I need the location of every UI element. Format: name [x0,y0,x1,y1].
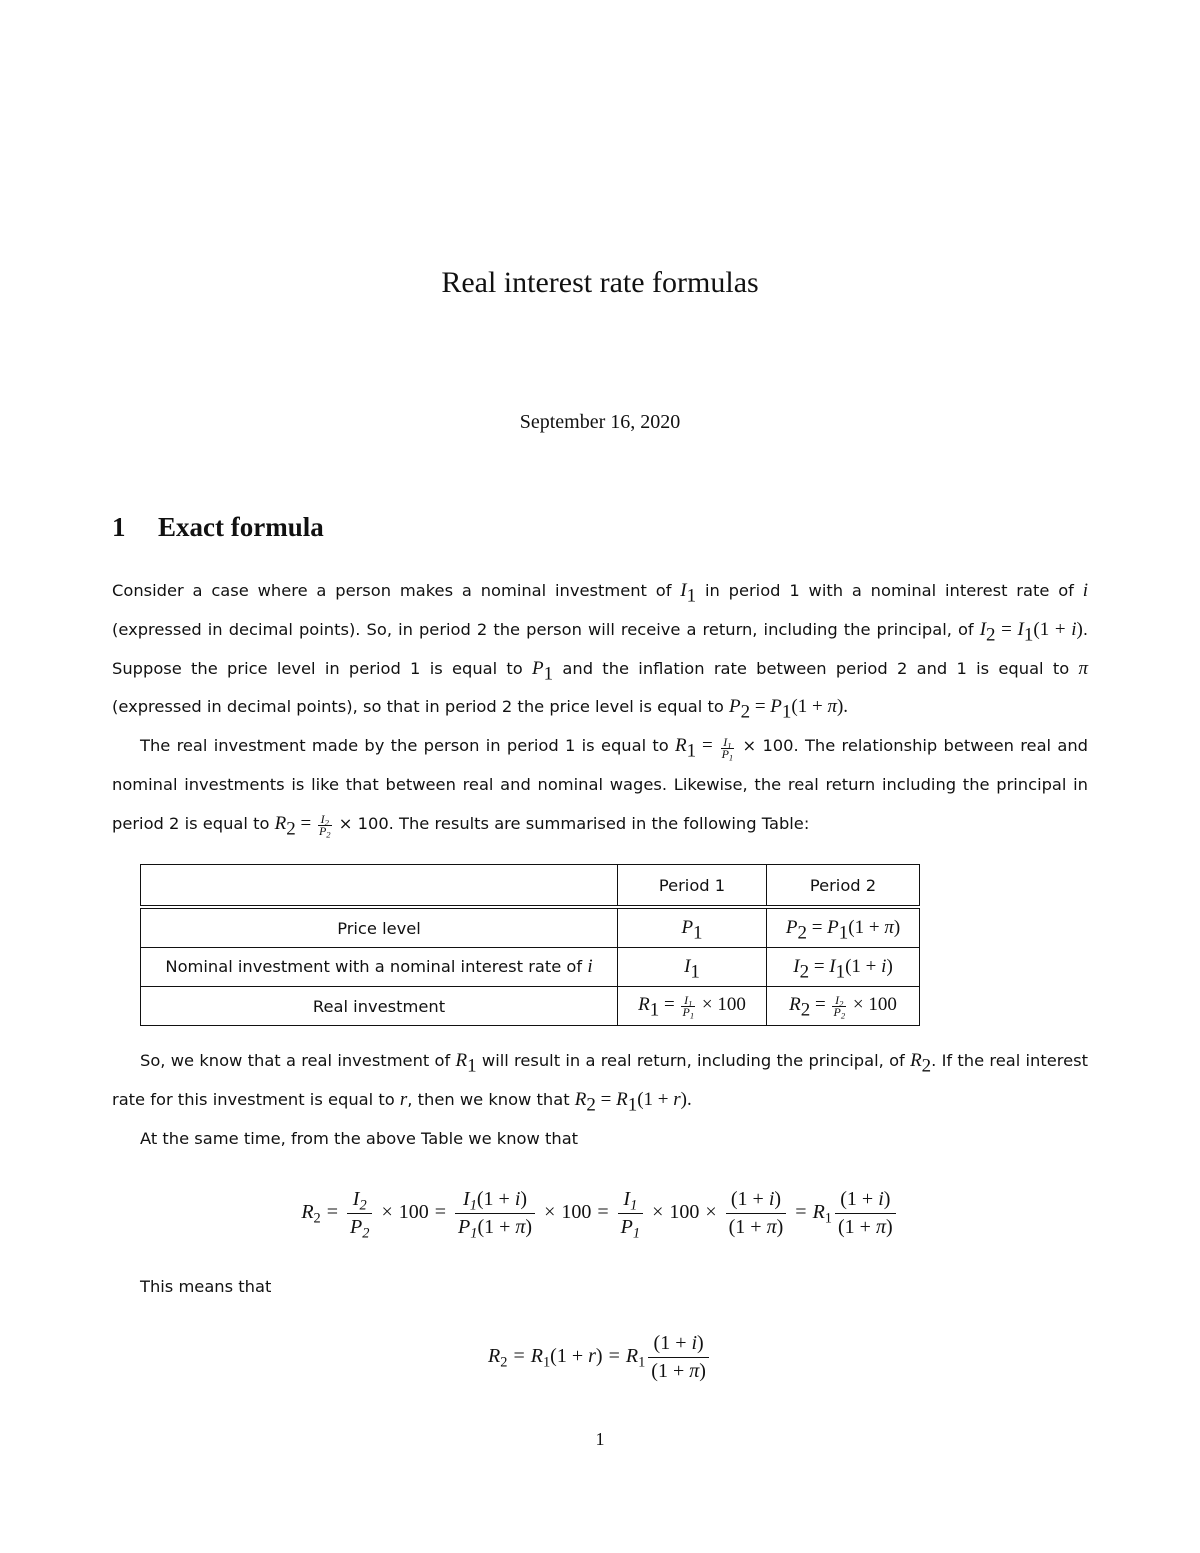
page-title: Real interest rate formulas [441,266,759,299]
table-header-cell [141,865,618,908]
table-cell: $P_1$ [618,907,767,948]
section-title: Exact formula [158,512,324,542]
table-cell: $I_2 = I_1(1 + i)$ [767,948,920,987]
document-date: September 16, 2020 [519,411,681,433]
table-cell: $R_1$ = $\frac{I_1}{P_1}$ × 100 [618,987,767,1026]
equation-derivation: $R_2$ = $\frac{I_2}{P_2}$ × 100 = $\frac{I_1(1 + i)}{P_1(1 + \pi)}$ × 100 = $\frac{I_1}{P_1}$ × 100 × $\frac{(1 + i)}{(1 + \pi)}$ = $R_1$ $\frac{(1 + i)}{(1 + \pi)}$ [0,1188,1200,1239]
table-header-cell: Period 1 [618,865,767,908]
page-number: 1 [595,1429,605,1449]
table-row [141,948,920,987]
table-header-cell: Period 2 [767,865,920,908]
table-header-row [141,865,920,908]
paragraph-real-return: So, we know that a real investment of $R_1$ will result in a real return, including the principal, of $R_2$. If the real interest rate for this investment is equal to r, then we know that $R_2 = R_1(1 + r)$. [112,1050,1088,1116]
table-cell: $R_2$ = $\frac{I_2}{P_2}$ × 100 [767,987,920,1026]
table-row [141,987,920,1026]
paragraph-intro: Consider a case where a person makes a nominal investment of $I_1$ in period 1 with a nominal interest rate of i (expressed in decimal points). So, in period 2 the person will receive a return, including the principal, of $I_2 = I_1(1 + i)$. Suppose the price level in period 1 is equal to $P_1$ and the inflation rate between period 2 and 1 is equal to π (expressed in decimal points), so that in period 2 the price level is equal to $P_2 = P_1(1 + \pi)$. [112,580,1088,724]
paragraph-real-investment: The real investment made by the person in period 1 is equal to $R_1$ = $\frac{I_1}{P_1}$ × 100. The relationship between real and nominal investments is like that between real and nominal wages. Likewise, the real return including the principal in period 2 is equal to $R_2$ = $\frac{I_2}{P_2}$ × 100. The results are summarised in the following Table: [112,734,1088,840]
row-label: Real investment [141,987,618,1026]
section-heading [112,512,324,543]
equation-result: $R_2 = R_1(1 + r) = R_1$ $\frac{(1 + i)}{(1 + \pi)}$ [0,1332,1200,1383]
row-label: Price level [141,907,618,948]
table-cell: $P_2 = P_1(1 + \pi)$ [767,907,920,948]
section-number: 1 [112,512,126,542]
results-table [140,864,920,1026]
table-row [141,907,920,948]
paragraph-this-means: This means that [140,1277,272,1296]
table-cell: $I_1$ [618,948,767,987]
row-label: Nominal investment with a nominal interest rate of i [141,948,618,987]
paragraph-from-table: At the same time, from the above Table we know that [140,1129,579,1148]
